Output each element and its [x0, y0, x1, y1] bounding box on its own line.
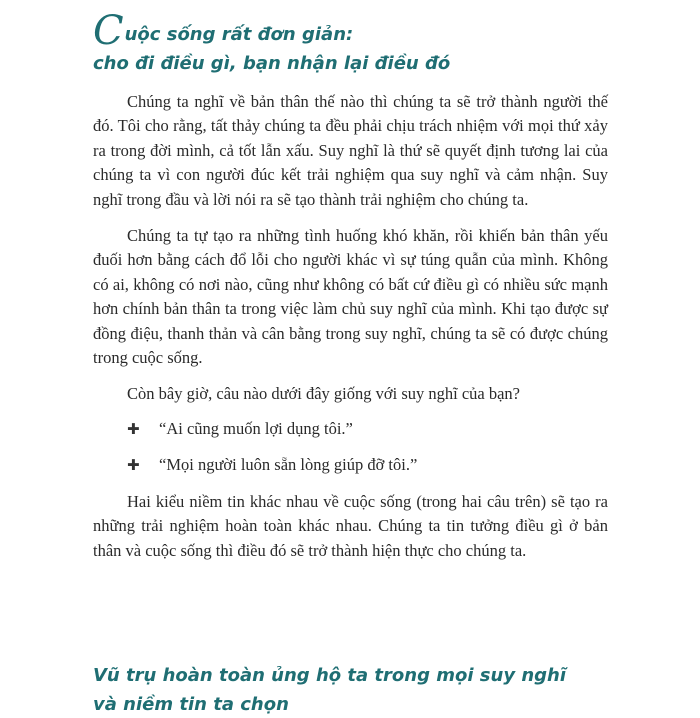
- bullet-item: [93, 453, 608, 477]
- plus-icon: ✚: [127, 419, 140, 438]
- section-heading-line-2-cropped: [93, 691, 653, 715]
- bullet-text: “Mọi người luôn sẵn lòng giúp đỡ tôi.”: [159, 455, 418, 475]
- body-text: [93, 90, 608, 575]
- question-paragraph: Còn bây giờ, câu nào dưới đây giống với suy nghĩ của bạn?: [127, 384, 521, 404]
- conclusion-paragraph: Hai kiểu niềm tin khác nhau về cuộc sống (trong hai câu trên) sẽ tạo ra những trải nghiệm hoàn toàn khác nhau. Chúng ta tin tưởng điều gì ở bản thân và cuộc sống thì điều đó sẽ trở thành hiện thực cho chúng ta.: [93, 491, 608, 560]
- bullet-text: “Ai cũng muốn lợi dụng tôi.”: [159, 418, 353, 438]
- section-heading-line-2: và niềm tin ta chọn: [93, 694, 289, 715]
- paragraph-2: Chúng ta tự tạo ra những tình huống khó khăn, rồi khiến bản thân yếu đuối hơn bằng cách đổ lỗi cho người khác vì sự túng quẫn của mình. Không có ai, không có nơi nào, cũng như không có bất cứ điều gì có nhiều sức mạnh hơn chính bản thân ta trong việc làm chủ suy nghĩ của mình. Khi tạo được sự đồng điệu, thanh thản và cân bằng trong suy nghĩ, chúng ta sẽ có được chúng trong cuộc sống.: [93, 226, 608, 368]
- title-line-1-text: uộc sống rất đơn giản:: [124, 24, 354, 45]
- title-dropcap: C: [93, 8, 124, 54]
- chapter-title-line-1: [93, 8, 653, 54]
- chapter-title-line-2: cho đi điều gì, bạn nhận lại điều đó: [93, 53, 451, 74]
- section-heading: [93, 662, 653, 715]
- bullet-item: [93, 417, 608, 441]
- section-heading-line-1: Vũ trụ hoàn toàn ủng hộ ta trong mọi suy nghĩ: [93, 665, 567, 686]
- chapter-title: [93, 8, 653, 77]
- paragraph-1: Chúng ta nghĩ về bản thân thế nào thì chúng ta sẽ trở thành người thế đó. Tôi cho rằng, tất thảy chúng ta đều phải chịu trách nhiệm với mọi thứ xảy ra trong đời mình, cả tốt lẫn xấu. Suy nghĩ là thứ sẽ quyết định tương lai của chúng ta vì con người đúc kết trải nghiệm qua suy nghĩ và cảm nhận. Suy nghĩ trong đầu và lời nói ra sẽ tạo thành trải nghiệm cho chúng ta.: [93, 92, 608, 209]
- plus-icon: ✚: [127, 456, 140, 475]
